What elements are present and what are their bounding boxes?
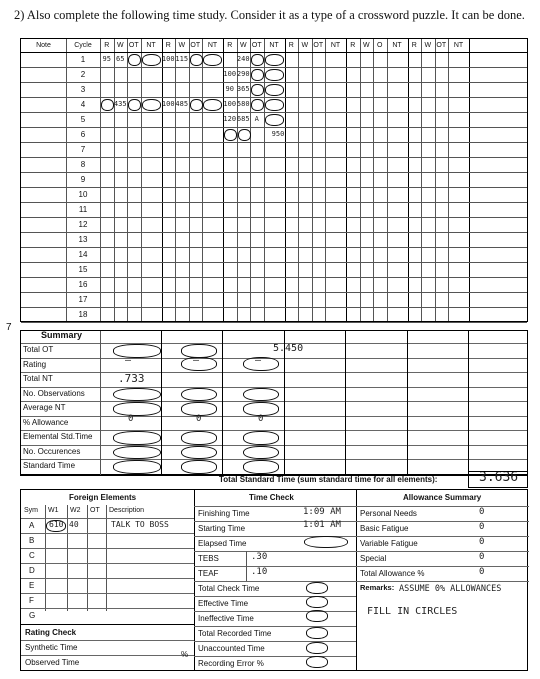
summary-row-label: Standard Time: [23, 461, 76, 470]
time-check-row: Ineffective Time: [198, 614, 254, 623]
row-divider: [21, 387, 527, 388]
blank-oval: [113, 460, 161, 474]
time-check-title: Time Check: [249, 493, 294, 502]
foreign-symbol: D: [29, 566, 35, 575]
foreign-symbol: F: [29, 596, 34, 605]
allowance-row: Total Allowance %: [360, 569, 425, 578]
total-standard-box: [468, 471, 528, 488]
col-divider: [246, 551, 247, 581]
allowance-value: 0: [479, 522, 485, 532]
header-ot: OT: [436, 42, 447, 49]
total-nt-value: .733: [118, 372, 145, 385]
blank-oval: [181, 431, 217, 445]
col-divider: [87, 505, 88, 611]
observation-grid: [20, 38, 528, 322]
cycle-number: 9: [80, 175, 86, 184]
col-divider: [106, 505, 107, 611]
blank-oval: [181, 460, 217, 474]
handwritten-entry: 240: [236, 55, 250, 63]
blank-oval: [304, 536, 348, 548]
handwritten-entry: 100: [161, 100, 175, 108]
total-standard-value: 3.636: [479, 470, 519, 485]
blank-oval: [306, 582, 328, 594]
time-check-row: Recording Error %: [198, 659, 264, 668]
allowance-value: 0: [479, 567, 485, 577]
row-divider: [21, 518, 194, 519]
header-w: W: [362, 42, 370, 49]
header-r: R: [104, 42, 110, 49]
handwritten-entry: 685: [236, 115, 250, 123]
handwritten-entry: 115: [175, 55, 189, 63]
rating-mark: —: [193, 355, 200, 366]
handwritten-entry: 580: [236, 100, 250, 108]
summary-row-label: No. Observations: [23, 388, 85, 398]
foreign-w2: 40: [69, 520, 79, 529]
header-cycle: Cycle: [74, 42, 92, 49]
blank-oval: [190, 99, 203, 111]
rating-check-row: Observed Time: [25, 658, 80, 667]
header-nt: NT: [146, 42, 156, 49]
time-check-row: Finishing Time: [198, 509, 250, 518]
cycle-number: 5: [80, 115, 86, 124]
time-check-row: Unaccounted Time: [198, 644, 265, 653]
cycle-number: 6: [80, 130, 86, 139]
blank-oval: [128, 99, 141, 111]
summary-section: [20, 330, 528, 485]
blank-oval: [251, 84, 264, 96]
foreign-symbol: A: [29, 521, 35, 530]
header-r: R: [227, 42, 233, 49]
row-divider: [21, 459, 527, 460]
blank-oval: [306, 610, 328, 622]
foreign-header: Sym: [24, 507, 38, 514]
row-divider: [21, 548, 194, 549]
time-check-row: Starting Time: [198, 524, 246, 533]
header-r: R: [165, 42, 171, 49]
allowance-row: Variable Fatigue: [360, 539, 418, 548]
allowance-mark: 0: [128, 414, 134, 424]
total-standard-label: Total Standard Time (sum standard time for all elements):: [219, 475, 438, 484]
summary-row-label: Total OT: [23, 345, 54, 354]
summary-row-label: Rating: [23, 359, 47, 369]
row-divider: [21, 563, 194, 564]
allowance-value: 0: [479, 507, 485, 517]
foreign-symbol: B: [29, 536, 35, 545]
header-r: R: [288, 42, 294, 49]
blank-oval: [181, 388, 217, 402]
handwritten-entry: 435: [113, 100, 127, 108]
rating-check-unit: %: [181, 650, 189, 659]
blank-oval: [238, 129, 251, 141]
row-divider: [21, 533, 194, 534]
teaf-value: .10: [251, 567, 268, 577]
blank-oval: [203, 54, 222, 66]
row-divider: [21, 322, 527, 323]
tebs-value: .30: [251, 552, 268, 562]
handwritten-entry: 120: [223, 115, 237, 123]
rating-check-title: Rating Check: [25, 628, 77, 637]
row-divider: [21, 372, 527, 373]
cycle-number: 14: [78, 250, 88, 259]
remarks-text-2: FILL IN CIRCLES: [367, 606, 458, 617]
blank-oval: [203, 99, 222, 111]
cycle-number: 18: [78, 310, 88, 319]
blank-oval: [243, 460, 279, 474]
blank-oval: [113, 402, 161, 416]
blank-oval: [128, 54, 141, 66]
blank-oval: [142, 54, 161, 66]
blank-oval: [306, 642, 328, 654]
summary-row-label: % Allowance: [23, 417, 69, 427]
header-nt: NT: [392, 42, 402, 49]
handwritten-entry: A: [254, 115, 259, 123]
blank-oval: [265, 84, 284, 96]
col-divider: [356, 490, 357, 670]
blank-oval: [306, 627, 328, 639]
row-divider: [21, 593, 194, 594]
header-w: W: [301, 42, 309, 49]
header-w: W: [178, 42, 186, 49]
blank-oval: [306, 656, 328, 668]
cycle-number: 2: [80, 70, 86, 79]
col-divider: [67, 505, 68, 611]
row-divider: [21, 445, 527, 446]
cycle-number: 11: [78, 205, 88, 214]
handwritten-entry: 365: [236, 85, 250, 93]
col-divider: [407, 331, 408, 475]
row-divider: [21, 578, 194, 579]
header-w: W: [424, 42, 432, 49]
margin-mark: 7: [6, 322, 12, 333]
row-divider: [21, 416, 527, 417]
cycle-number: 10: [78, 190, 88, 199]
blank-oval: [265, 114, 284, 126]
foreign-symbol: C: [29, 551, 35, 560]
blank-oval: [251, 99, 264, 111]
header-nt: NT: [269, 42, 279, 49]
time-check-row: TEAF: [198, 569, 219, 578]
allowance-value: 0: [479, 552, 485, 562]
rating-mark: —: [255, 355, 262, 366]
summary-row-label: Elemental Std.Time: [23, 432, 93, 441]
handwritten-entry: 65: [116, 55, 125, 63]
row-divider: [21, 624, 194, 625]
row-divider: [21, 401, 527, 402]
blank-oval: [113, 388, 161, 402]
blank-oval: [265, 54, 284, 66]
header-ot: OT: [251, 42, 262, 49]
header-w: W: [239, 42, 247, 49]
blank-oval: [243, 388, 279, 402]
header-ot: OT: [128, 42, 139, 49]
summary-title: Summary: [41, 330, 83, 340]
header-w: W: [116, 42, 124, 49]
blank-oval: [142, 99, 161, 111]
col-divider: [45, 505, 46, 611]
foreign-symbol: E: [29, 581, 35, 590]
rating-check-row: Synthetic Time: [25, 643, 78, 652]
handwritten-entry: 95: [102, 55, 111, 63]
total-ot-value: 5.450: [273, 343, 304, 354]
blank-oval: [190, 54, 203, 66]
col-divider: [194, 490, 195, 670]
finishing-time: 1:09 AM: [303, 507, 341, 517]
time-check-row: Total Recorded Time: [198, 629, 272, 638]
foreign-header: W1: [48, 507, 59, 514]
foreign-description: TALK TO BOSS: [111, 520, 169, 529]
blank-oval: [265, 69, 284, 81]
foreign-symbol: G: [29, 611, 36, 620]
blank-oval: [181, 446, 217, 460]
foreign-header: Description: [109, 507, 145, 514]
question-text: 2) Also complete the following time study. Consider it as a type of a crossword puzzle. It can be done.: [14, 8, 525, 22]
col-divider: [468, 331, 469, 475]
handwritten-entry: 100: [223, 70, 237, 78]
foreign-header: OT: [90, 507, 100, 514]
handwritten-entry: 485: [175, 100, 189, 108]
blank-oval: [251, 69, 264, 81]
summary-row-label: Total NT: [23, 374, 53, 383]
header-ot: OT: [313, 42, 324, 49]
blank-oval: [243, 431, 279, 445]
foreign-title: Foreign Elements: [69, 493, 137, 502]
cycle-number: 3: [80, 85, 86, 94]
blank-oval: [113, 344, 161, 358]
allowance-row: Basic Fatigue: [360, 524, 409, 533]
header-nt: NT: [453, 42, 464, 49]
blank-oval: [113, 446, 161, 460]
blank-oval: [251, 54, 264, 66]
header-r: R: [411, 42, 417, 49]
cycle-number: 4: [80, 100, 86, 109]
header-nt: NT: [207, 42, 218, 49]
handwritten-entry: 100: [161, 55, 175, 63]
col-divider: [161, 331, 162, 475]
summary-row-label: Average NT: [23, 403, 66, 412]
time-check-row: TEBS: [198, 554, 219, 563]
blank-oval: [265, 99, 284, 111]
time-check-row: Elapsed Time: [198, 539, 247, 548]
header-r: R: [350, 42, 356, 49]
col-divider: [345, 331, 346, 475]
time-check-row: Effective Time: [198, 599, 249, 608]
row-divider: [21, 608, 194, 609]
header-note: Note: [36, 42, 51, 49]
blank-oval: [224, 129, 237, 141]
handwritten-entry: 90: [225, 85, 234, 93]
allowance-mark: 0: [196, 414, 202, 424]
allowance-row: Personal Needs: [360, 509, 417, 518]
handwritten-entry: 100: [223, 100, 237, 108]
handwritten-entry: 290: [236, 70, 250, 78]
cycle-number: 15: [78, 265, 88, 274]
allowance-row: Special: [360, 554, 387, 563]
blank-oval: [306, 596, 328, 608]
cycle-number: 7: [80, 145, 86, 154]
header-o: O: [377, 42, 383, 49]
col-divider: [222, 331, 223, 475]
allowance-value: 0: [479, 537, 485, 547]
summary-row-label: No. Occurences: [23, 446, 81, 456]
col-divider: [100, 331, 101, 475]
time-check-row: Total Check Time: [198, 584, 260, 593]
cycle-number: 8: [80, 160, 86, 169]
header-ot: OT: [190, 42, 201, 49]
bottom-section: [20, 489, 528, 671]
handwritten-entry: 950: [271, 130, 285, 138]
allowance-title: Allowance Summary: [403, 493, 482, 502]
row-divider: [21, 430, 527, 431]
cycle-number: 13: [78, 235, 88, 244]
starting-time: 1:01 AM: [303, 520, 341, 530]
blank-oval: [243, 446, 279, 460]
cycle-number: 1: [80, 55, 86, 64]
rating-mark: —: [125, 355, 132, 366]
foreign-w1: 610: [49, 520, 64, 529]
cycle-number: 17: [78, 295, 88, 304]
cycle-number: 12: [78, 220, 88, 229]
blank-oval: [101, 99, 114, 111]
remarks-label: Remarks:: [360, 583, 395, 592]
foreign-header: W2: [70, 507, 81, 514]
blank-oval: [113, 431, 161, 445]
cycle-number: 16: [78, 280, 88, 289]
remarks-text: ASSUME 0% ALLOWANCES: [399, 584, 502, 594]
header-nt: NT: [330, 42, 341, 49]
allowance-mark: 0: [258, 414, 264, 424]
